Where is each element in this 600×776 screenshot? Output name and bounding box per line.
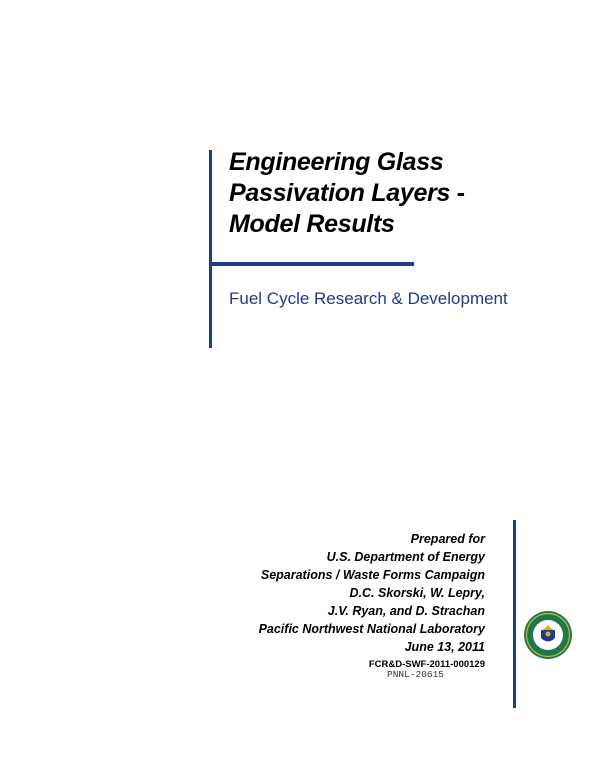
preparation-block [259,530,485,673]
agency-name: U.S. Department of Energy [326,550,485,564]
preparation-accent-bar [513,520,516,708]
authors-line-2: J.V. Ryan, and D. Strachan [327,604,485,618]
authors-line-1: D.C. Skorski, W. Lepry, [349,586,485,600]
report-subtitle: Fuel Cycle Research & Development [229,289,508,308]
document-number: FCR&D-SWF-2011-000129 [368,659,485,670]
title-line-3: Model Results [229,210,395,238]
doe-seal-icon [523,610,573,660]
seal-atom-core [546,632,551,637]
title-accent-bar-horizontal [209,262,414,266]
report-title [229,147,465,240]
laboratory-name: Pacific Northwest National Laboratory [258,622,485,636]
report-number: PNNL-20615 [387,669,445,680]
title-accent-bar-vertical [209,150,212,348]
title-line-2: Passivation Layers - [229,179,465,207]
title-line-1: Engineering Glass [229,148,444,176]
campaign-name: Separations / Waste Forms Campaign [260,568,485,582]
prepared-for-label: Prepared for [410,532,485,546]
report-date: June 13, 2011 [404,640,485,654]
